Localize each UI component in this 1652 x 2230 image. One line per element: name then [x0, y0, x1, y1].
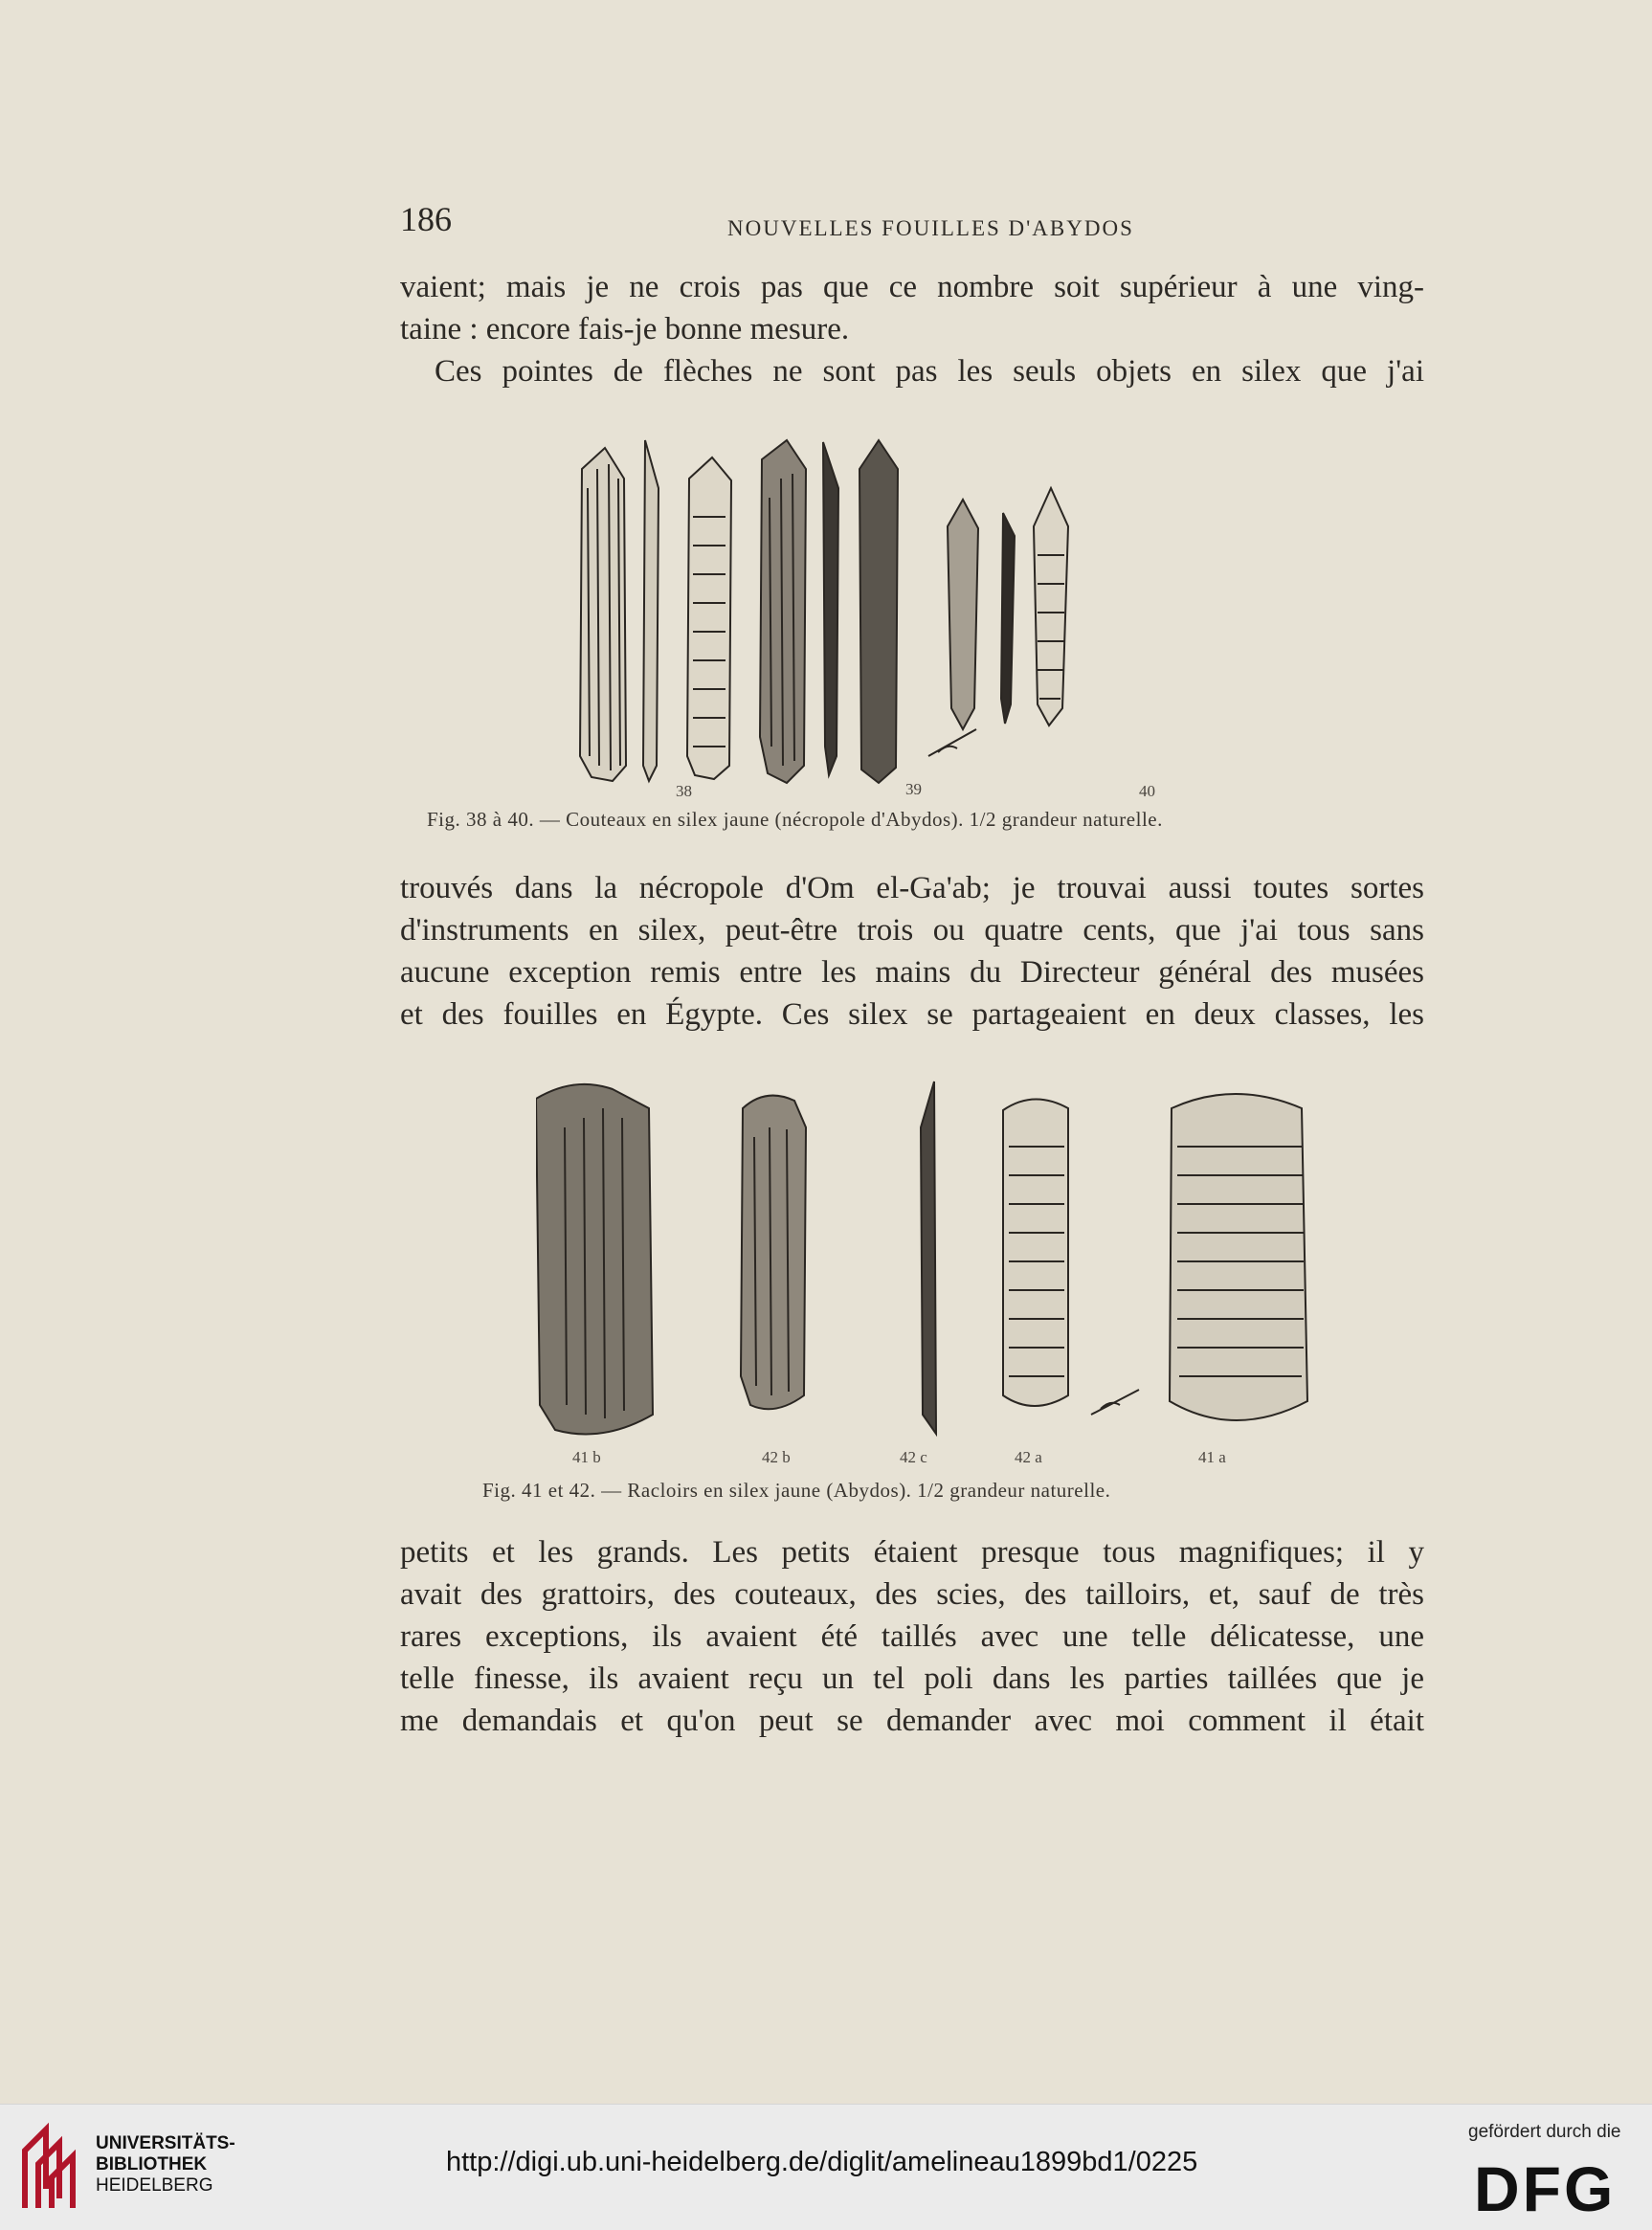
permalink-url[interactable]: http://digi.ub.uni-heidelberg.de/diglit/amelineau1899bd1/0225	[446, 2147, 1198, 2177]
library-line-2: BIBLIOTHEK	[96, 2154, 208, 2174]
library-line-3: HEIDELBERG	[96, 2175, 213, 2196]
figure-label-42b: 42 b	[762, 1448, 791, 1466]
figure-label-39: 39	[905, 780, 922, 798]
footer-bar	[0, 2104, 1652, 2230]
library-name	[96, 2133, 235, 2197]
figure-label-42c: 42 c	[900, 1448, 927, 1466]
paragraph-2	[400, 867, 1424, 1036]
text-line: vaient; mais je ne crois pas que ce nombre soit supérieur à une ving-	[400, 270, 1424, 304]
figure-label-41b: 41 b	[572, 1448, 601, 1466]
dfg-logo: DFG	[1474, 2153, 1617, 2224]
funded-by-text: gefördert durch die	[1468, 2122, 1621, 2142]
text-line: taine : encore fais-je bonne mesure.	[400, 312, 850, 346]
text-line: Ces pointes de flèches ne sont pas les seuls objets en silex que j'ai	[435, 354, 1424, 389]
paragraph-3	[400, 1531, 1424, 1742]
text-line: trouvés dans la nécropole d'Om el-Ga'ab; je trouvai aussi toutes sortes	[400, 871, 1424, 905]
text-line: avait des grattoirs, des couteaux, des scies, des tailloirs, et, sauf de très	[400, 1577, 1424, 1612]
text-line: me demandais et qu'on peut se demander avec moi comment il était	[400, 1704, 1424, 1738]
figure-label-42a: 42 a	[1015, 1448, 1042, 1466]
figure-knives-illustration	[536, 421, 1263, 785]
page-number: 186	[400, 200, 452, 238]
text-line: d'instruments en silex, peut-être trois ou quatre cents, que j'ai tous sans	[400, 913, 1424, 948]
library-line-1: UNIVERSITÄTS-	[96, 2133, 235, 2153]
figure-label-40: 40	[1139, 782, 1155, 800]
paragraph-1	[400, 266, 1424, 392]
running-head: NOUVELLES FOUILLES D'ABYDOS	[727, 216, 1134, 240]
figure-caption-41-42: Fig. 41 et 42. — Racloirs en silex jaune (Abydos). 1/2 grandeur naturelle.	[482, 1479, 1111, 1502]
figure-caption-38-40: Fig. 38 à 40. — Couteaux en silex jaune (nécropole d'Abydos). 1/2 grandeur naturelle.	[427, 808, 1163, 831]
text-line: petits et les grands. Les petits étaient presque tous magnifiques; il y	[400, 1535, 1424, 1570]
figure-scrapers-illustration	[536, 1070, 1359, 1453]
text-line: et des fouilles en Égypte. Ces silex se partageaient en deux classes, les	[400, 997, 1424, 1032]
text-line: aucune exception remis entre les mains du Directeur général des musées	[400, 955, 1424, 990]
text-line: telle finesse, ils avaient reçu un tel poli dans les parties taillées que je	[400, 1661, 1424, 1696]
figure-label-41a: 41 a	[1198, 1448, 1226, 1466]
ub-heidelberg-logo-icon	[17, 2122, 84, 2214]
figure-label-38: 38	[676, 782, 692, 800]
text-line: rares exceptions, ils avaient été taillés avec une telle délicatesse, une	[400, 1619, 1424, 1654]
